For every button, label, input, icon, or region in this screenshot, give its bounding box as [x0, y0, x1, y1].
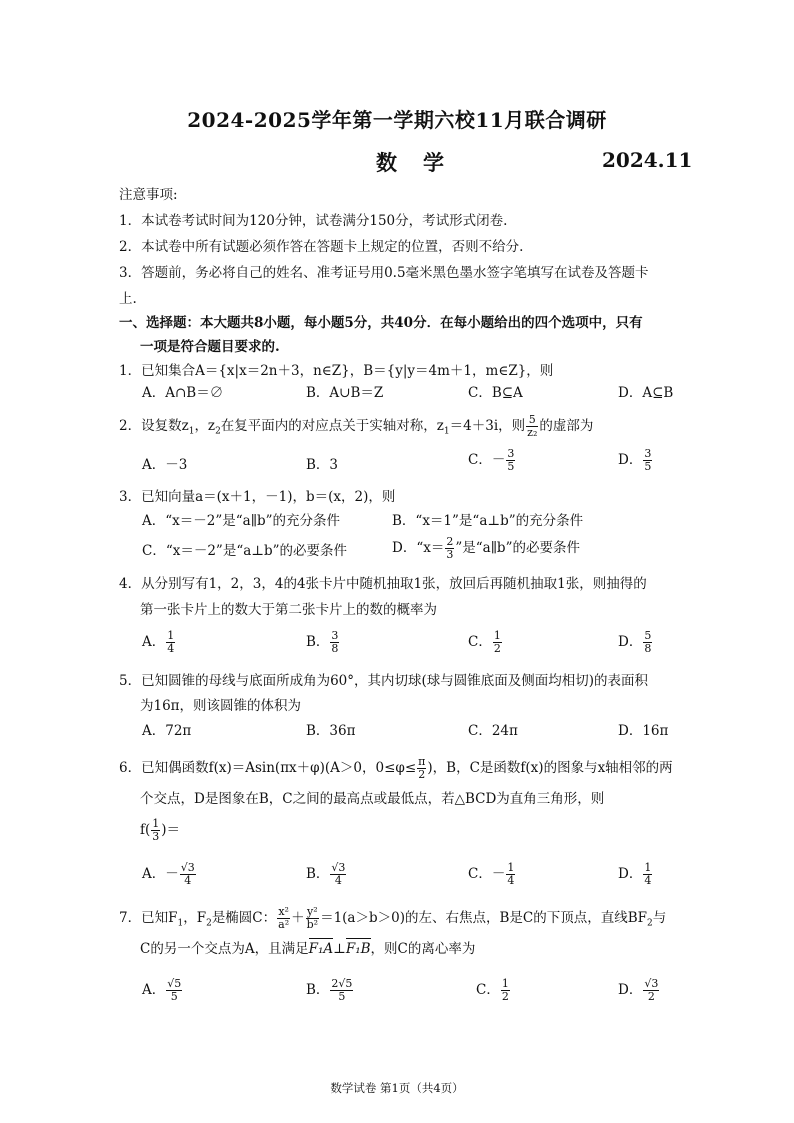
q4-b-num: 3: [331, 629, 339, 642]
q2-d-num: 3: [644, 447, 652, 460]
q7-b-frac: [330, 978, 353, 1003]
q7-d-label: D．: [618, 982, 643, 998]
q2-c-den: 5: [507, 460, 515, 473]
q7-line1-d: ＝1(a＞b＞0)的左、右焦点，B是C的下顶点，直线BF: [320, 910, 648, 926]
q2-stem-part-c: 在复平面内的对应点关于实轴对称，z: [220, 418, 444, 434]
q6-option-d: [618, 862, 653, 887]
q6-d-frac: [643, 862, 652, 887]
q3-option-d-tail: ”是“a∥b”的必要条件: [455, 540, 580, 556]
q4-option-c: [468, 630, 503, 655]
q6-line3-b: )＝: [161, 822, 181, 838]
q2-stem-part-d: ＝4＋3i，则: [449, 418, 526, 434]
q6-a-label: A．－: [142, 866, 179, 882]
q4-stem-line2: 第一张卡片上的数大于第二张卡片上的数的概率为: [140, 602, 437, 618]
q4-stem-line1: 4．从分别写有1，2，3，4的4张卡片中随机抽取1张，放回后再随机抽取1张，则抽得的: [119, 576, 647, 592]
q6-c-num: 1: [507, 861, 515, 874]
q7-vector-f1a: F₁A: [308, 941, 334, 957]
note-item-1: 1．本试卷考试时间为120分钟，试卷满分150分，考试形式闭卷.: [119, 213, 508, 229]
q5-option-b: B．36π: [306, 723, 356, 739]
q3-d-num: 2: [446, 535, 454, 548]
q6-third-num: 1: [152, 817, 160, 830]
q5-stem-line1: 5．已知圆锥的母线与底面所成角为60°，其内切球(球与圆锥底面及侧面均相切)的表面积: [119, 673, 649, 689]
q1-option-d: D．A⊆B: [618, 385, 674, 401]
q4-b-label: B．: [306, 634, 330, 650]
q3-option-a: A．“x＝－2”是“a∥b”的充分条件: [142, 513, 340, 529]
section-heading-cont: 一项是符合题目要求的.: [140, 339, 280, 355]
q4-d-num: 5: [644, 629, 652, 642]
q7-c-num: 1: [501, 977, 509, 990]
q6-stem-line3: [140, 818, 180, 843]
q6-pi-num: π: [418, 755, 426, 768]
q2-sub-2a: 2: [215, 426, 221, 437]
q6-stem-line1: [119, 756, 673, 781]
q6-a-den: 4: [184, 874, 192, 887]
q7-d-den: 2: [647, 990, 655, 1003]
q2-d-den: 5: [644, 460, 652, 473]
q4-a-den: 4: [167, 642, 175, 655]
q7-b-num: 2√5: [331, 977, 353, 990]
q4-option-a: [142, 630, 176, 655]
q2-option-a: A．－3: [142, 457, 188, 473]
q2-option-c-label: C．－: [468, 452, 506, 468]
q2-stem-part-a: 2．设复数z: [119, 418, 189, 434]
q6-option-a: [142, 862, 197, 887]
q7-option-c: [476, 978, 511, 1003]
q2-option-c-frac: [506, 448, 515, 473]
q2-option-c: [468, 448, 516, 473]
q6-b-num: √3: [331, 861, 346, 874]
q7-a-den: 5: [170, 990, 178, 1003]
q4-d-label: D．: [618, 634, 643, 650]
q6-c-den: 4: [507, 874, 515, 887]
q4-a-label: A．: [142, 634, 166, 650]
q3-option-d-label: D．“x＝: [392, 540, 445, 556]
q7-a-num: √5: [167, 977, 182, 990]
q7-option-b: [306, 978, 354, 1003]
q6-line1-b: )，B，C是函数f(x)的图象与x轴相邻的两: [427, 760, 673, 776]
q7-x-frac: [277, 906, 290, 931]
q6-option-c: [468, 862, 516, 887]
q6-c-frac: [506, 862, 515, 887]
q7-line1-b: ，F: [183, 910, 207, 926]
q7-b-den: 5: [338, 990, 346, 1003]
q2-option-d-frac: [643, 448, 652, 473]
q7-stem-line2: C的另一个交点为A，且满足F₁A⊥F₁B，则C的离心率为: [140, 941, 476, 957]
q4-option-d: [618, 630, 653, 655]
q2-stem-part-b: ，z: [194, 418, 216, 434]
q7-option-d: [618, 978, 660, 1003]
q4-c-den: 2: [493, 642, 501, 655]
q7-y2: y²: [307, 905, 318, 918]
q4-c-frac: [493, 630, 502, 655]
q3-option-d-frac: [445, 536, 454, 561]
q6-b-den: 4: [334, 874, 342, 887]
q2-option-b: B．3: [306, 457, 339, 473]
q1-option-c: C．B⊆A: [468, 385, 523, 401]
q7-line1-a: 7．已知F: [119, 910, 178, 926]
q6-third-frac: [151, 818, 160, 843]
section-heading: 一、选择题：本大题共8小题，每小题5分，共40分．在每小题给出的四个选项中，只有: [119, 315, 643, 331]
q3-option-c: C．“x＝－2”是“a⊥b”的必要条件: [142, 543, 348, 559]
q6-line3-a: f(: [140, 822, 151, 838]
q4-b-den: 8: [331, 642, 339, 655]
q2-fraction: [526, 414, 538, 439]
q6-a-frac: [180, 862, 196, 887]
q6-line1-a: 6．已知偶函数f(x)＝Asin(πx＋φ)(A＞0，0≤φ≤: [119, 760, 417, 776]
q2-stem: [119, 414, 593, 441]
q1-option-a: A．A∩B＝∅: [142, 385, 224, 401]
q7-b-label: B．: [306, 982, 330, 998]
q4-d-den: 8: [644, 642, 652, 655]
page-footer: 数学试卷 第1页（共4页）: [330, 1081, 464, 1095]
q2-option-d: [618, 448, 653, 473]
q2-frac-num: 5: [526, 414, 538, 427]
q6-a-num: √3: [180, 861, 195, 874]
q6-b-label: B．: [306, 866, 330, 882]
q2-option-d-label: D．: [618, 452, 643, 468]
q4-c-label: C．: [468, 634, 492, 650]
q3-d-den: 3: [446, 548, 454, 561]
q1-option-b: B．A∪B＝Z: [306, 385, 384, 401]
q7-a2: a²: [278, 918, 290, 931]
q6-stem-line2: 个交点，D是图象在B，C之间的最高点或最低点，若△BCD为直角三角形，则: [140, 791, 605, 807]
q2-stem-part-e: 的虚部为: [539, 418, 594, 434]
q6-b-frac: [330, 862, 346, 887]
q7-option-a: [142, 978, 183, 1003]
q7-a-frac: [166, 978, 182, 1003]
subject-label: 数学: [376, 150, 470, 175]
q7-line1-e: 与: [652, 910, 667, 926]
q7-line2-b: ，则C的离心率为: [370, 941, 476, 957]
q2-frac-den: z₂: [527, 426, 538, 439]
q7-y-frac: [306, 906, 319, 931]
q7-vector-f1b: F₁B: [345, 941, 371, 957]
q6-c-label: C．－: [468, 866, 506, 882]
q6-d-den: 4: [644, 874, 652, 887]
q6-pi-den: 2: [418, 768, 426, 781]
q7-stem-line1: 7．已知$F_1$，$F_2$是椭圆C： $\frac{\text{x²}}{\text{a²}}$ ＋ $\frac{\text{y²}}{\text{b²}}$ ＝1(a＞b＞0)的左、右焦点，B是C的下顶点，直线$BF_2$与: [119, 905, 667, 931]
q4-option-b: [306, 630, 340, 655]
note-item-2: 2．本试卷中所有试题必须作答在答题卡上规定的位置，否则不给分.: [119, 239, 524, 255]
note-item-3-cont: 上.: [119, 291, 137, 307]
q5-option-a: A．72π: [142, 723, 192, 739]
q7-a-label: A．: [142, 982, 166, 998]
q3-option-b: B．“x＝1”是“a⊥b”的充分条件: [392, 513, 584, 529]
q6-d-label: D．: [618, 866, 643, 882]
q7-c-frac: [501, 978, 510, 1003]
q5-option-c: C．24π: [468, 723, 518, 739]
note-item-3: 3．答题前，务必将自己的姓名、准考证号用0.5毫米黑色墨水签字笔填写在试卷及答题卡: [119, 265, 649, 281]
q4-a-num: 1: [167, 629, 175, 642]
q5-option-d: D．16π: [618, 723, 669, 739]
q6-d-num: 1: [644, 861, 652, 874]
q4-a-frac: [166, 630, 175, 655]
q7-x2: x²: [278, 905, 289, 918]
q2-sub-1a: 1: [188, 426, 195, 437]
q2-sub-1b: 1: [443, 426, 450, 437]
q4-d-frac: [643, 630, 652, 655]
q6-third-den: 3: [152, 830, 160, 843]
q7-b2: b²: [306, 918, 319, 931]
q3-option-d: [392, 536, 580, 561]
q1-stem: 1．已知集合A＝{x|x＝2n＋3，n∈Z}，B＝{y|y＝4m＋1，m∈Z}，则: [119, 363, 554, 379]
q7-line1-c: 是椭圆C：: [211, 910, 277, 926]
q6-pi-frac: [417, 756, 426, 781]
q7-d-num: √3: [644, 977, 659, 990]
q3-stem: 3．已知向量a＝(x＋1，－1)，b＝(x，2)，则: [119, 489, 396, 505]
q4-c-num: 1: [493, 629, 501, 642]
q5-stem-line2: 为16π，则该圆锥的体积为: [140, 698, 302, 714]
notes-heading: 注意事项:: [119, 187, 178, 203]
exam-date: 2024.11: [602, 148, 693, 172]
q7-c-den: 2: [501, 990, 509, 1003]
q6-option-b: [306, 862, 347, 887]
q7-c-label: C．: [476, 982, 500, 998]
exam-title: 2024-2025学年第一学期六校11月联合调研: [187, 108, 607, 132]
q7-d-frac: [643, 978, 659, 1003]
q2-c-num: 3: [507, 447, 515, 460]
q4-b-frac: [330, 630, 339, 655]
q7-line2-a: C的另一个交点为A，且满足: [140, 941, 309, 957]
